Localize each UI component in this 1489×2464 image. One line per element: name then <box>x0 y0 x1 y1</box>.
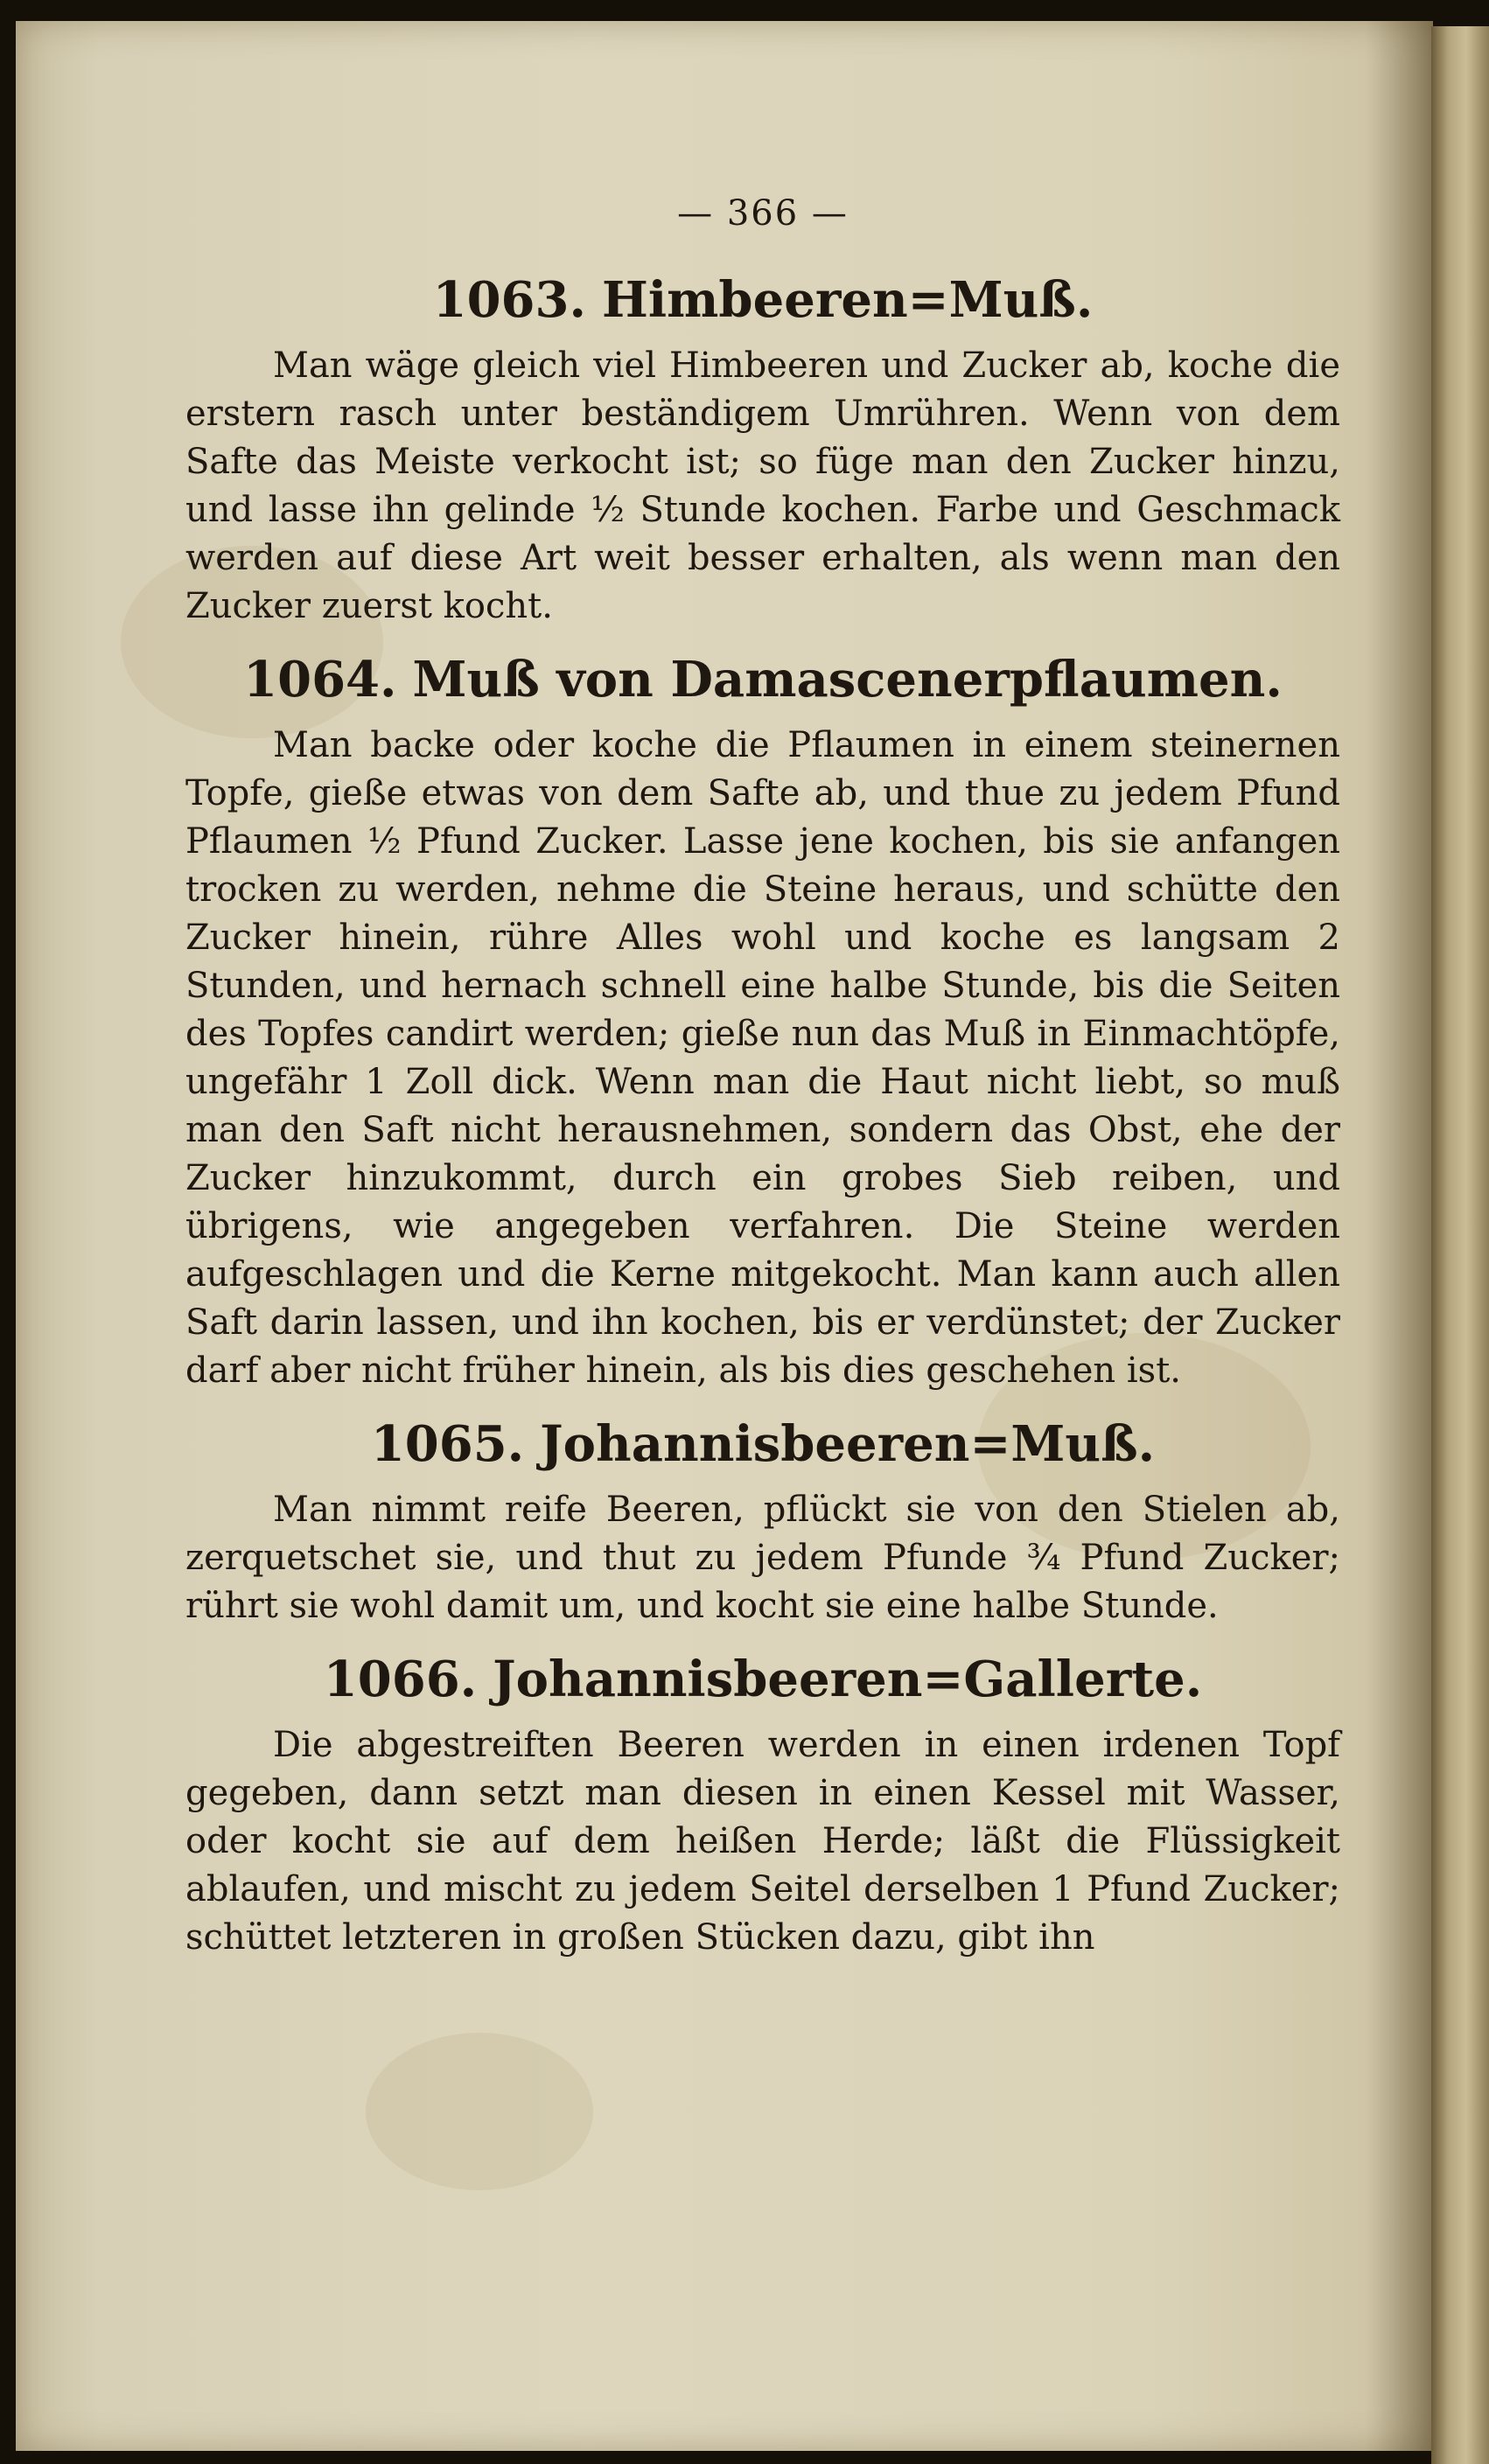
recipe-title-1065 <box>185 1409 1340 1479</box>
recipe-name: Johannisbeeren=Gallerte. <box>493 1651 1203 1708</box>
recipe-text: Die abgestreiften Beeren werden in einen irdenen Topf gegeben, dann setzt man diesen in einen Kessel mit Wasser, oder kocht sie auf dem heißen Herde; läßt die Flüssigkeit ablaufen, und mischt zu jedem Seitel derselben 1 Pfund Zucker; schüttet letzteren in großen Stücken dazu, gibt ihn <box>185 1725 1340 1958</box>
recipe-text-1063 <box>185 342 1340 631</box>
page-number: — 366 — <box>677 193 849 234</box>
recipe-text: Man backe oder koche die Pflaumen in einem steinernen Topfe, gieße etwas von dem Safte ab, und thue zu jedem Pfund Pflaumen ½ Pfund Zucker. Lasse jene kochen, bis sie anfangen trocken zu werden, nehme die Steine heraus, und schütte den Zucker hinein, rühre Alles wohl und koche es langsam 2 Stunden, und hernach schnell eine halbe Stunde, bis die Seiten des Topfes candirt werden; gieße nun das Muß in Einmachtöpfe, ungefähr 1 Zoll dick. Wenn man die Haut nicht liebt, so muß man den Saft nicht herausnehmen, sondern das Obst, ehe der Zucker hinzukommt, durch ein grobes Sieb reiben, und übrigens, wie angegeben verfahren. Die Steine werden aufgeschlagen und die Kerne mitgekocht. Man kann auch allen Saft darin lassen, und ihn kochen, bis er verdünstet; der Zucker darf aber nicht früher hinein, als bis dies geschehen ist. <box>185 725 1340 1391</box>
recipe-name: Himbeeren=Muß. <box>601 271 1094 329</box>
gutter-shadow <box>1365 21 1433 2451</box>
recipe-title-1064 <box>185 645 1340 715</box>
recipe-text-1065 <box>185 1486 1340 1630</box>
recipe-text-1064 <box>185 722 1340 1395</box>
recipe-name: Muß von Damascenerpflaumen. <box>412 651 1283 708</box>
recipe-number: 1066. <box>323 1651 478 1708</box>
recipe-text: Man wäge gleich viel Himbeeren und Zucker ab, koche die erstern rasch unter beständigem Umrühren. Wenn von dem Safte das Meiste verkocht ist; so füge man den Zucker hinzu, und lasse ihn gelinde ½ Stunde kochen. Farbe und Geschmack werden auf diese Art weit besser erhalten, als wenn man den Zucker zuerst kocht. <box>185 346 1340 626</box>
recipe-name: Johannisbeeren=Muß. <box>540 1415 1156 1473</box>
recipe-title-1063 <box>185 265 1340 335</box>
recipe-number: 1064. <box>243 651 397 708</box>
page-edge <box>1431 26 1489 2464</box>
recipe-text: Man nimmt reife Beeren, pflückt sie von den Stielen ab, zerquetschet sie, und thut zu jedem Pfunde ¾ Pfund Zucker; rührt sie wohl damit um, und kocht sie eine halbe Stunde. <box>185 1490 1340 1626</box>
page-content <box>185 188 1340 1976</box>
recipe-title-1066 <box>185 1644 1340 1714</box>
recipe-number: 1063. <box>432 271 586 329</box>
recipe-text-1066 <box>185 1721 1340 1962</box>
paper-stain <box>366 2033 593 2190</box>
recipe-number: 1065. <box>370 1415 525 1473</box>
